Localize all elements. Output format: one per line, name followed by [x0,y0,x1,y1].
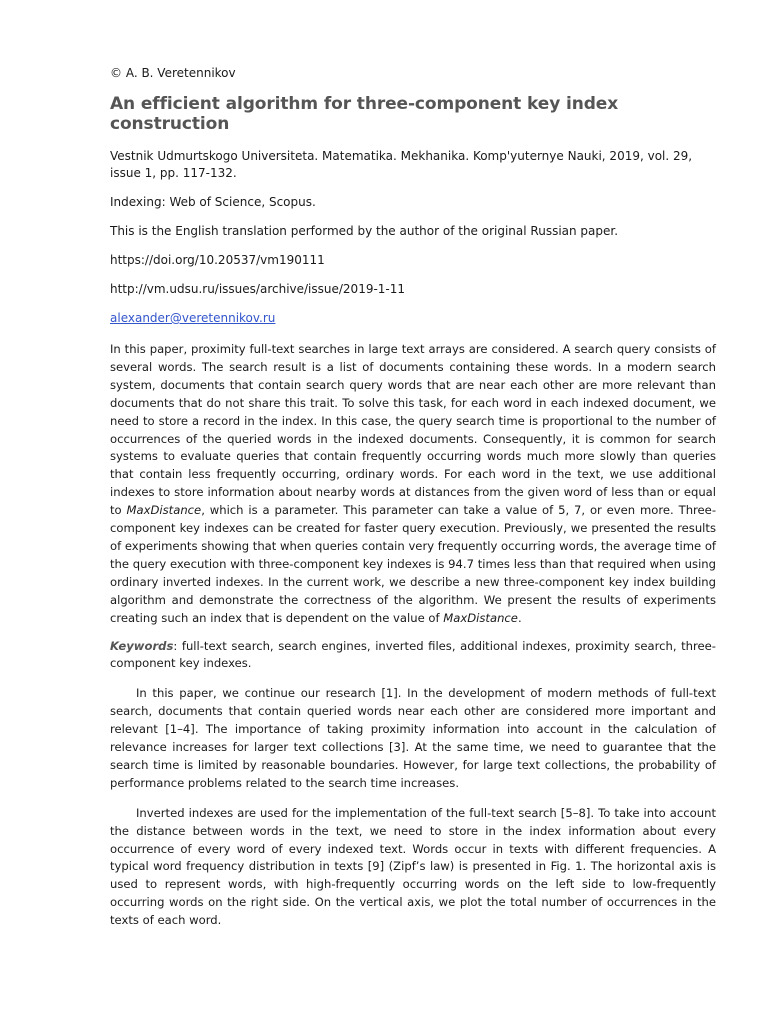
abstract-text-2: , which is a parameter. This parameter can take a value of 5, 7, or even more. Three-component key indexes can be created for faster query execution. Previously, we presented the results of experiments showing that when queries contain very frequently occurring words, the average time of the query execution with three-component key indexes is 94.7 times less than that required when using ordinary inverted indexes. In the current work, we describe a new three-component key index building algorithm and demonstrate the correctness of the algorithm. We present the results of experiments creating such an index that is dependent on the value of [110,503,716,625]
abstract-text-3: . [517,610,522,625]
abstract [110,341,716,628]
abstract-term-maxdistance-2: MaxDistance [443,610,518,625]
archive-link[interactable]: http://vm.udsu.ru/issues/archive/issue/2019-1-11 [110,282,406,296]
abstract-text-1: In this paper, proximity full-text searches in large text arrays are considered. A search query consists of several words. The search result is a list of documents containing these words. In a modern search system, documents that contain search query words that are near each other are more relevant than documents that do not share this trait. To solve this task, for each word in each indexed document, we need to store a record in the index. In this case, the query search time is proportional to the number of occurrences of the queried words in the indexed documents. Consequently, it is common for search systems to evaluate queries that contain frequently occurring words much more slowly than queries that contain less frequently occurring, ordinary words. For each word in the text, we use additional indexes to store information about nearby words at distances from the given word of less than or equal to [110,342,716,518]
translation-note: This is the English translation performed by the author of the original Russian paper. [110,224,619,238]
indexing-line: Indexing: Web of Science, Scopus. [110,195,316,209]
keywords [110,638,716,674]
abstract-term-maxdistance-1: MaxDistance [126,503,202,518]
journal-citation: Vestnik Udmurtskogo Universiteta. Matematika. Mekhanika. Komp'yuternye Nauki, 2019, vol. 29, issue 1, pp. 117-132. [110,149,693,180]
paper-page [110,66,716,930]
body-paragraph-2: Inverted indexes are used for the implementation of the full-text search [5–8]. To take into account the distance between words in the text, we need to store in the index information about every occurrence of every word of every indexed text. Words occur in texts with different frequencies. A typical word frequency distribution in texts [9] (Zipf’s law) is presented in Fig. 1. The horizontal axis is used to represent words, with high-frequently occurring words on the left side to low-frequently occurring words on the right side. On the vertical axis, we plot the total number of occurrences in the texts of each word. [110,805,716,928]
keywords-text: : full-text search, search engines, inverted files, additional indexes, proximity search, three-component key indexes. [110,638,716,671]
author-email-link[interactable]: alexander@veretennikov.ru [110,311,276,325]
keywords-label: Keywords [110,638,174,653]
copyright-line: © A. B. Veretennikov [110,66,236,80]
body-paragraph-1: In this paper, we continue our research [1]. In the development of modern methods of full-text search, documents that contain queried words near each other are considered more important and relevant [1–4]. The importance of taking proximity information into account in the calculation of relevance increases for larger text collections [3]. At the same time, we need to guarantee that the search time is limited by reasonable boundaries. However, for large text collections, the probability of performance problems related to the search time increases. [110,686,716,790]
doi-link[interactable]: https://doi.org/10.20537/vm190111 [110,253,325,267]
paper-title: An efficient algorithm for three-component key index construction [110,94,619,134]
